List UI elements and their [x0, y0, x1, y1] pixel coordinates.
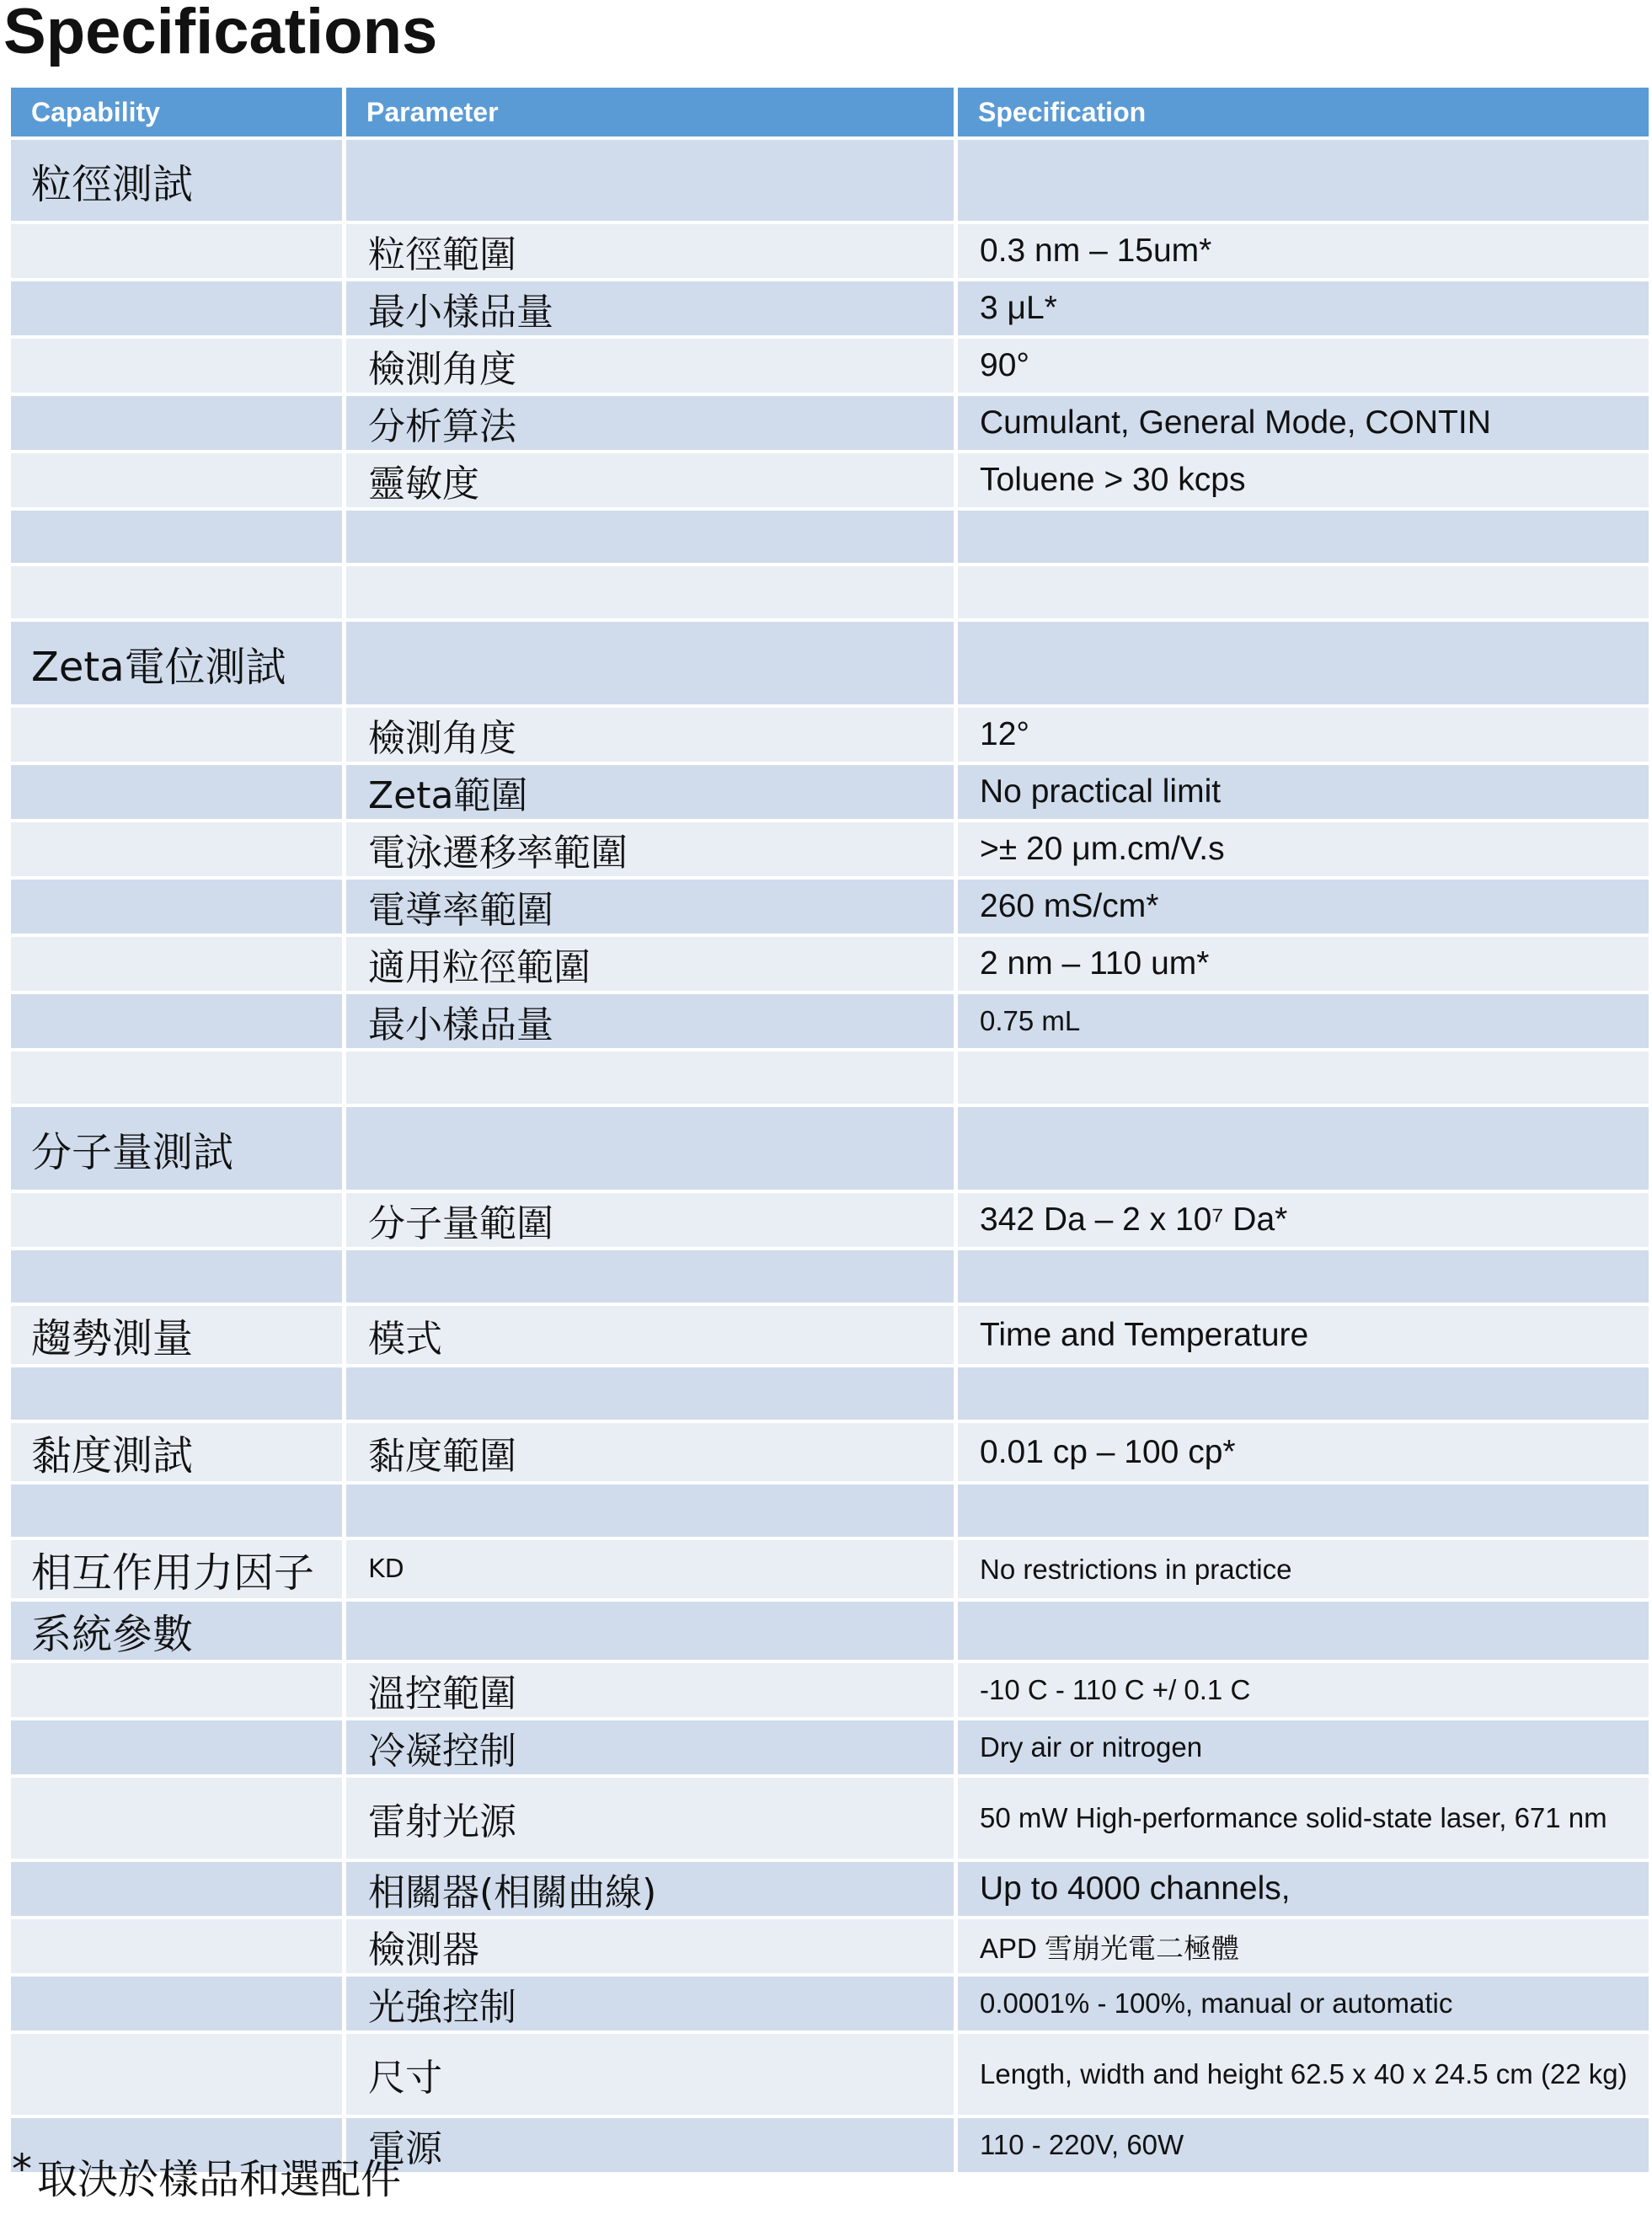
specification-cell: APD 雪崩光電二極體 [980, 1932, 1240, 1964]
parameter-cell: 電泳遷移率範圍 [368, 832, 628, 875]
parameter-cell: 黏度範圍 [368, 1434, 516, 1478]
parameter-cell: 最小樣品量 [368, 1003, 553, 1046]
specification-cell: Up to 4000 channels, [980, 1870, 1291, 1907]
table-header-row [11, 88, 1649, 136]
parameter-cell: 溫控範圍 [368, 1672, 516, 1715]
parameter-cell: 電源 [368, 2127, 442, 2170]
specification-cell: 90° [980, 347, 1029, 383]
table-row [11, 994, 1649, 1048]
table-row [11, 511, 1649, 563]
table-row [11, 2034, 1649, 2115]
table-row [11, 1663, 1649, 1717]
table-row [11, 1778, 1649, 1859]
capability-cell: Zeta電位測試 [31, 643, 286, 691]
capability-cell: 系統參數 [31, 1611, 194, 1658]
parameter-cell: 適用粒徑範圍 [368, 946, 591, 989]
header-specification: Specification [958, 88, 1649, 136]
footnote [12, 2147, 401, 2205]
table-row [11, 1193, 1649, 1247]
table-row [11, 566, 1649, 618]
specification-cell: 342 Da – 2 x 10⁷ Da* [980, 1201, 1288, 1238]
table-row [11, 880, 1649, 934]
parameter-cell: 分子量範圍 [368, 1202, 553, 1245]
specification-cell: Toluene > 30 kcps [980, 462, 1246, 498]
specifications-table [7, 84, 1652, 2175]
parameter-cell: 尺寸 [368, 2057, 442, 2100]
capability-cell: 分子量測試 [31, 1128, 234, 1176]
specification-cell: Time and Temperature [980, 1316, 1309, 1353]
table-row [11, 622, 1649, 704]
table-row [11, 765, 1649, 819]
parameter-cell: 電導率範圍 [368, 889, 553, 932]
capability-cell: 相互作用力因子 [31, 1549, 315, 1597]
parameter-cell: 模式 [368, 1317, 442, 1361]
specification-cell: 0.0001% - 100%, manual or automatic [980, 1988, 1453, 2019]
table-row [11, 281, 1649, 335]
table-row [11, 453, 1649, 507]
specification-cell: 2 nm – 110 um* [980, 945, 1210, 982]
parameter-cell: 冷凝控制 [368, 1730, 516, 1773]
parameter-cell: 雷射光源 [368, 1800, 516, 1843]
specification-cell: Cumulant, General Mode, CONTIN [980, 404, 1491, 441]
specification-cell: 110 - 220V, 60W [980, 2129, 1184, 2160]
table-row [11, 1919, 1649, 1973]
specification-cell: 0.01 cp – 100 cp* [980, 1433, 1236, 1470]
table-row [11, 140, 1649, 221]
parameter-cell: 最小樣品量 [368, 291, 553, 334]
parameter-cell: Zeta範圍 [368, 774, 528, 817]
specification-cell: 0.75 mL [980, 1005, 1081, 1036]
header-capability: Capability [11, 88, 342, 136]
specification-cell: -10 C - 110 C +/ 0.1 C [980, 1674, 1251, 1705]
table-row [11, 339, 1649, 393]
specification-cell: 50 mW High-performance solid-state laser, 671 nm [980, 1802, 1607, 1833]
specification-cell: 12° [980, 716, 1029, 752]
table-row [11, 937, 1649, 991]
table-row [11, 1250, 1649, 1303]
specification-cell: Length, width and height 62.5 x 40 x 24.5 cm (22 kg) [980, 2058, 1628, 2089]
capability-cell: 趨勢測量 [31, 1315, 194, 1362]
specification-cell: 0.3 nm – 15um* [980, 233, 1212, 269]
table-row [11, 1540, 1649, 1598]
specification-cell: No restrictions in practice [980, 1553, 1292, 1585]
table-row [11, 1423, 1649, 1481]
parameter-cell: KD [368, 1554, 404, 1584]
table-row [11, 1367, 1649, 1420]
parameter-cell: 粒徑範圍 [368, 233, 516, 276]
parameter-cell: 靈敏度 [368, 463, 479, 506]
capability-cell: 黏度測試 [31, 1432, 194, 1479]
parameter-cell: 分析算法 [368, 405, 516, 448]
parameter-cell: 光強控制 [368, 1986, 516, 2029]
table-row [11, 1720, 1649, 1774]
table-row [11, 1485, 1649, 1537]
parameter-cell: 檢測器 [368, 1929, 479, 1972]
table-row [11, 1051, 1649, 1104]
table-row [11, 1306, 1649, 1364]
header-parameter: Parameter [346, 88, 954, 136]
table-row [11, 1977, 1649, 2030]
footnote-text: 取決於樣品和選配件 [37, 2156, 402, 2203]
parameter-cell: 相關器(相關曲線) [368, 1871, 657, 1914]
table-row [11, 396, 1649, 450]
capability-cell: 粒徑測試 [31, 160, 194, 208]
specification-cell: Dry air or nitrogen [980, 1731, 1203, 1763]
page-title: Specifications [3, 0, 438, 67]
specification-cell: No practical limit [980, 773, 1222, 810]
table-row [11, 822, 1649, 876]
specification-cell: >± 20 μm.cm/V.s [980, 831, 1225, 867]
table-row [11, 224, 1649, 278]
specification-cell: 3 μL* [980, 290, 1057, 326]
table-row [11, 1602, 1649, 1660]
table-row [11, 1107, 1649, 1190]
footnote-asterisk: * [12, 2146, 32, 2193]
specification-cell: 260 mS/cm* [980, 888, 1159, 924]
table-row [11, 708, 1649, 762]
parameter-cell: 檢測角度 [368, 348, 516, 391]
table-row [11, 1862, 1649, 1916]
parameter-cell: 檢測角度 [368, 717, 516, 760]
